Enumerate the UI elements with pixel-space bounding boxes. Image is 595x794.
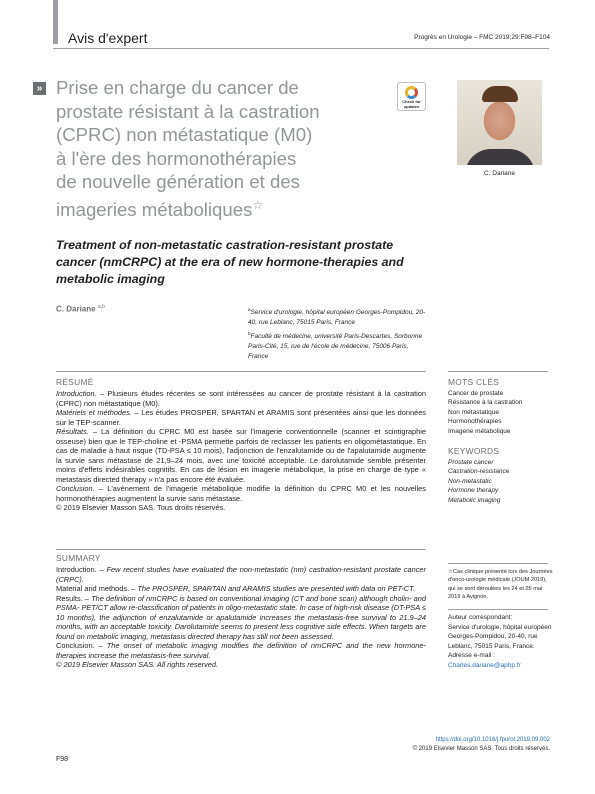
keyword: Castration-resistance [448, 468, 510, 476]
photo-caption: C. Dariane [483, 170, 516, 177]
summary-paragraph: Results. – The definition of nmCRPC is based on conventional imaging (CT and bone scan) although cholin- and PSMA- PET/CT allow re-classification of patients in oligo-metastatic state. In case of high-risk disease (DT-PSA ≤ 10 months), the adjunction of enzalutamide or apalutamide increases the metastasis-free survival to 21.9–24 months, with an acceptable toxicity. Darolutamide seems to present less cognitive side effects. When targets are found on metabolic imaging, metastasis directed therapy has still not been assessed. [56, 593, 426, 641]
english-title: Treatment of non-metastatic castration-resistant prostate cancer (nmCRPC) at the era of new hormone-therapies and metabolic imaging [56, 238, 404, 286]
affiliation: $^a$Service d'urologie, hôpital européen Georges-Pompidou, 20-40, rue Leblanc, 75015 Paris, France [248, 307, 426, 327]
check-for-updates-badge[interactable] [397, 82, 426, 111]
check-updates-label: Check for updates [402, 99, 421, 109]
resume-heading: RÉSUMÉ [56, 377, 94, 387]
keywords-fr-heading: MOTS CLÉS [448, 377, 500, 387]
resume-paragraph: Matériels et méthodes. – Les études PROSPER, SPARTAN et ARAMIS sont présentées ainsi que les données sur le TEP-scanner. [56, 408, 427, 427]
affiliations [248, 305, 428, 363]
correspondence [448, 613, 553, 670]
footer-copyright: © 2019 Elsevier Masson SAS. Tous droits réservés. [412, 746, 550, 752]
keyword: Non métastatique [448, 408, 499, 416]
email-link[interactable]: Charles.dariane@aphp.fr [448, 661, 521, 669]
header-rule [53, 48, 549, 49]
keyword: Résistance à la castration [448, 399, 523, 407]
keyword: Metabolic imaging [448, 496, 501, 504]
resume-paragraph: Résultats. – La définition du CPRC M0 est basée sur l'imagerie conventionnelle (scanner et scintigraphie osseuse) bien que le TEP-choline et -PSMA permette parfois de reclasser les patients en oligométastatique. En cas de maladie à haut risque (TD-PSA ≤ 10 mois), l'adjonction de l'enzalutamide ou de l'apalutamide augmente la survie sans métastase de 21,9–24 mois, avec une toxicité acceptable. Le darolutamide semble présenter moins d'effets indésirables cognitifs. En cas de lésion en imagerie métabolique, la prise en charge de type « metastasis directed therapy » n'a pas encore été évaluée. [56, 427, 426, 484]
arrow-icon: » [33, 82, 46, 95]
summary-body [56, 565, 426, 670]
resume-copyright: © 2019 Elsevier Masson SAS. Tous droits réservés. [56, 503, 226, 512]
title-line: à l'ère des hormonothérapies [56, 147, 297, 169]
keyword: Prostate cancer [448, 459, 494, 466]
title-line: prostate résistant à la castration [56, 100, 320, 122]
correspondence-address: Service d'urologie, hôpital européen Georges-Pompidou, 20-40, rue Leblanc, 75015 Paris, France. [448, 623, 552, 650]
header-accent-bar [53, 0, 58, 44]
resume-paragraph: Conclusion. – L'avènement de l'imagerie métabolique modifie la définition du CPRC M0 et les nouvelles hormonothérapies augmentent la survie sans métastase. [56, 484, 426, 503]
summary-paragraph: Material and methods. – The PROSPER, SPARTAN and ARAMIS studies are presented with data on PET-CT. [56, 584, 416, 593]
keywords-rule [448, 371, 548, 372]
keyword: Non-metastatic [448, 477, 492, 485]
title-line: de nouvelle génération et des [56, 171, 300, 193]
keyword: Hormonothérapies [448, 418, 502, 426]
title-footnote-mark: ☆ [252, 197, 264, 212]
resume-paragraph: Introduction. – Plusieurs études récentes se sont intéressées au cancer de prostate résistant à la castration (CPRC) non métastatique (M0). [56, 389, 426, 408]
correspondence-label: Auteur correspondant: [448, 614, 513, 621]
sidenote-rule [448, 563, 548, 564]
title-line: (CPRC) non métastatique (M0) [56, 124, 313, 146]
summary-paragraph: Conclusion. – The onset of metabolic imaging modifies the definition of nmCRPC and the new hormone-therapies increase the metastasis-free survival. [56, 641, 426, 660]
resume-body [56, 389, 426, 513]
affiliation: $^b$Faculté de médecine, université Paris-Descartes, Sorbonne Paris-Cité, 15, rue de l'école de médecine, 75006 Paris, France [248, 331, 423, 361]
summary-paragraph: Introduction. – Few recent studies have evaluated the non-metastatic (nm) castration-resistant prostate cancer (CRPC). [56, 565, 426, 584]
summary-copyright: © 2019 Elsevier Masson SAS. All rights reserved. [56, 660, 219, 669]
author-photo [457, 80, 542, 165]
section-label: Avis d'expert [68, 30, 148, 46]
page-number: F98 [56, 756, 69, 763]
keyword: Cancer de prostate [448, 390, 504, 397]
article-title [56, 76, 356, 222]
update-icon [405, 86, 418, 99]
keywords-fr-list [448, 389, 548, 436]
keywords-en-heading: KEYWORDS [448, 446, 500, 456]
summary-rule [56, 549, 426, 550]
email-label: Adresse e-mail : [448, 652, 495, 659]
journal-reference: Progrès en Urologie – FMC 2019;29:F98–F104 [414, 34, 550, 41]
keyword: Hormone therapy [448, 487, 499, 495]
keywords-en-list [448, 458, 548, 505]
correspondence-rule [448, 609, 548, 610]
doi-link[interactable]: https://doi.org/10.1016/j.fpurol.2019.09.002 [435, 737, 550, 743]
title-footnote: ☆Cas clinique présenté lors des Journées d'onco-urologie médicale (JOUM 2019), qui se sont déroulées les 24 et 25 mai 2019 à Avignon. [448, 569, 553, 601]
summary-heading: SUMMARY [56, 553, 101, 563]
author-name: C. Dariane $^{a,b}$ [56, 304, 105, 314]
title-line: Prise en charge du cancer de [56, 77, 299, 98]
resume-rule [56, 371, 426, 372]
title-line: imageries métaboliques☆ [56, 197, 264, 221]
keyword: Imagerie métabolique [448, 427, 511, 435]
